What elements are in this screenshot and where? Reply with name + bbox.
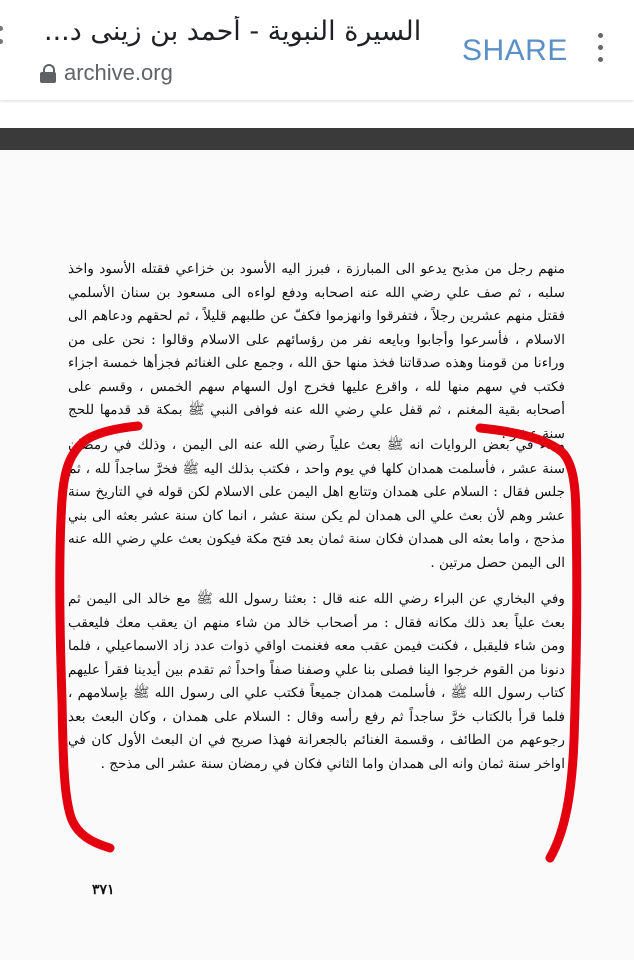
lock-icon (40, 64, 56, 82)
viewer-header-bar (0, 128, 634, 150)
page-number: ٣٧١ (92, 882, 115, 898)
url-text: archive.org (64, 60, 173, 85)
paragraph-2-text: وجاء في بعض الروايات انه ﷺ بعث علياً رضي الله عنه الى اليمن ، وذلك في رمضان سنة عشر ، فأسلمت همدان كلها في يوم واحد ، فكتب بذلك اليه ﷺ فخرَّ ساجداً لله ، ثم جلس فقال : السلام على همدان وتتابع اهل اليمن على الاسلام لكن قوله في التاريخ سنة عشر وهم لأن بعث علي الى همدان لم يكن سنة عشر ، انما كان سنة عشر بعثه الى بني مذحج ، واما بعثه الى همدان فكان سنة ثمان بعد فتح مكة فيكون بعث علي رضي الله عنه الى اليمن حصل مرتين . (68, 437, 565, 571)
back-icon[interactable] (0, 22, 6, 62)
share-button[interactable]: SHARE (462, 34, 568, 67)
paragraph-2 (68, 434, 565, 575)
paragraph-3-text: وفي البخاري عن البراء رضي الله عنه قال : بعثنا رسول الله ﷺ مع خالد الى اليمن ثم بعث علياً بعد ذلك مكانه فقال : مر أصحاب خالد من شاء منهم ان يعقب معك فليعقب ومن شاء فليقبل ، فكنت فيمن عقب معه فغنمت اواقي ذوات عدد زاد الاسماعيلي ، فلما دنونا من القوم خرجوا الينا فصلى بنا علي وصفنا صفاً واحداً ثم تقدم بين أيدينا فقرأ عليهم كتاب رسول الله ﷺ ، فأسلمت همدان جميعاً فكتب علي الى رسول الله ﷺ بإسلامهم ، فلما قرأ بالكتاب خرَّ ساجداً ثم رفع رأسه وقال : السلام على همدان ، وكان البعث بعد رجوعهم من الطائف ، وقسمة الغنائم بالجعرانة فهذا صريح في ان البعث الأول كان في اواخر سنة ثمان وانه الى همدان واما الثاني فكان في رمضان سنة عشر الى مذحج . (68, 591, 565, 772)
paragraph-1 (68, 258, 565, 446)
browser-toolbar (0, 0, 634, 100)
url-bar[interactable] (40, 60, 173, 86)
book-page (0, 150, 634, 960)
more-vert-icon[interactable] (597, 33, 605, 73)
page-title: السيرة النبوية - أحمد بن زينى د... (44, 16, 422, 47)
paragraph-1-text: منهم رجل من مذبح يدعو الى المبارزة ، فبرز اليه الأسود بن خزاعي فقتله الأسود واخذ سلبه ، ثم صف علي رضي الله عنه اصحابه ودفع لواءه الى مسعود بن سنان الأسلمي فقتل منهم عشرين رجلاً ، فتفرقوا وانهزموا فكفّ عن طلبهم قليلاً ، ثم لحقهم ودعاهم الى الاسلام ، فأسرعوا وأجابوا وبايعه نفر من رؤسائهم على الاسلام وقالوا : نحن على من وراءنا من قومنا وهذه صدقاتنا فخذ منها حق الله ، وجمع على الغنائم فجزأها خمسة اجزاء فكتب في سهم منها لله ، واقرع عليها فخرج اول السهام سهم الخمس ، وقسم على أصحابه بقية المغنم ، ثم قفل علي رضي الله عنه فوافى النبي ﷺ بمكة قد قدمها للحج سنة عشر . (68, 261, 565, 442)
paragraph-3 (68, 588, 565, 776)
